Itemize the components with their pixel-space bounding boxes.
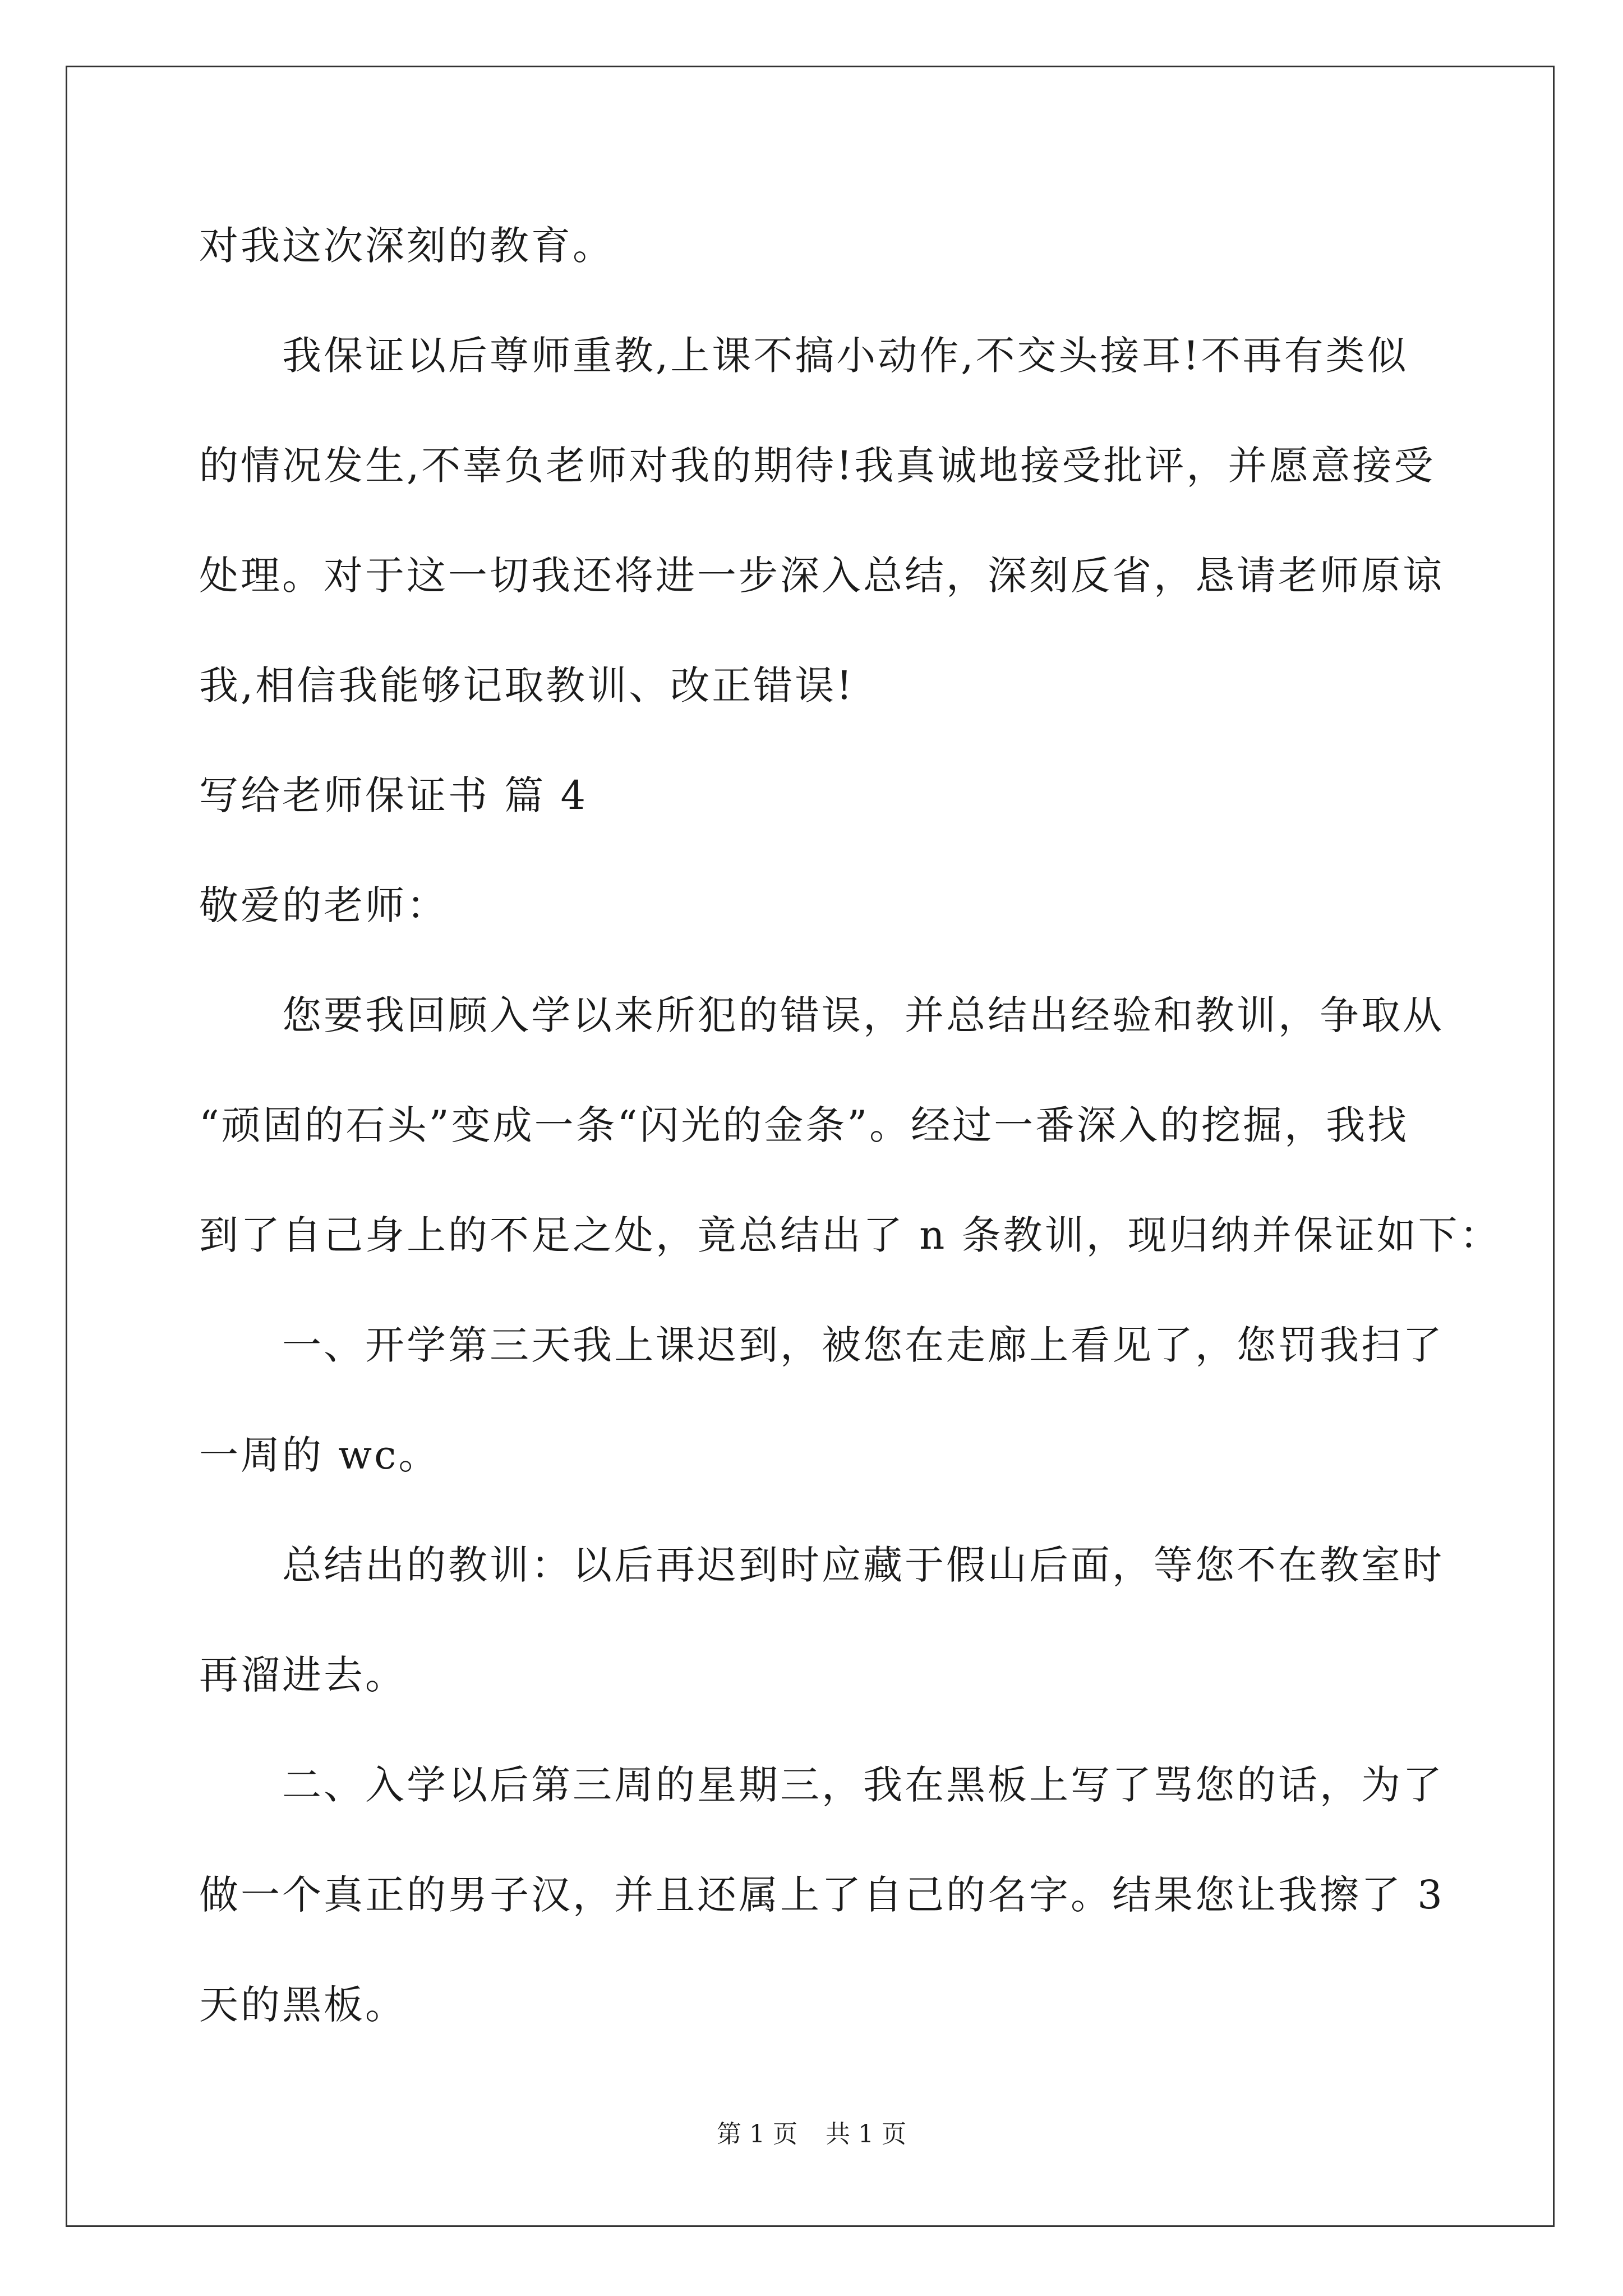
page-number: 第 1 页: [717, 2120, 797, 2148]
text-line: 处理。对于这一切我还将进一步深入总结，深刻反省，恳请老师原谅: [199, 553, 1444, 599]
text-line: 总结出的教训：以后再迟到时应藏于假山后面，等您不在教室时: [282, 1542, 1444, 1588]
text-line: 一、开学第三天我上课迟到，被您在走廊上看见了，您罚我扫了: [282, 1322, 1444, 1368]
text-line: “顽固的石头”变成一条“闪光的金条”。经过一番深入的挖掘，我找: [199, 1102, 1409, 1148]
text-line: 对我这次深刻的教育。: [199, 223, 614, 269]
text-line: 我,相信我能够记取教训、改正错误!: [199, 662, 855, 708]
page-total: 共 1 页: [826, 2120, 906, 2148]
text-line: 一周的 wc。: [199, 1432, 440, 1478]
section-heading: 写给老师保证书 篇 4: [199, 772, 588, 818]
text-line: 天的黑板。: [199, 1982, 407, 2028]
text-line: 再溜进去。: [199, 1652, 407, 1698]
text-line: 二、入学以后第三周的星期三，我在黑板上写了骂您的话，为了: [282, 1762, 1444, 1808]
salutation: 敬爱的老师：: [199, 882, 448, 928]
text-line: 您要我回顾入学以来所犯的错误，并总结出经验和教训，争取从: [282, 992, 1444, 1038]
page-footer: [0, 2118, 1623, 2151]
text-line: 到了自己身上的不足之处，竟总结出了 n 条教训，现归纳并保证如下：: [199, 1212, 1501, 1258]
document-body: [199, 191, 1501, 2060]
text-line: 做一个真正的男子汉，并且还属上了自己的名字。结果您让我擦了 3: [199, 1872, 1445, 1918]
text-line: 我保证以后尊师重教,上课不搞小动作,不交头接耳!不再有类似: [282, 333, 1409, 379]
text-line: 的情况发生,不辜负老师对我的期待!我真诚地接受批评，并愿意接受: [199, 443, 1436, 489]
